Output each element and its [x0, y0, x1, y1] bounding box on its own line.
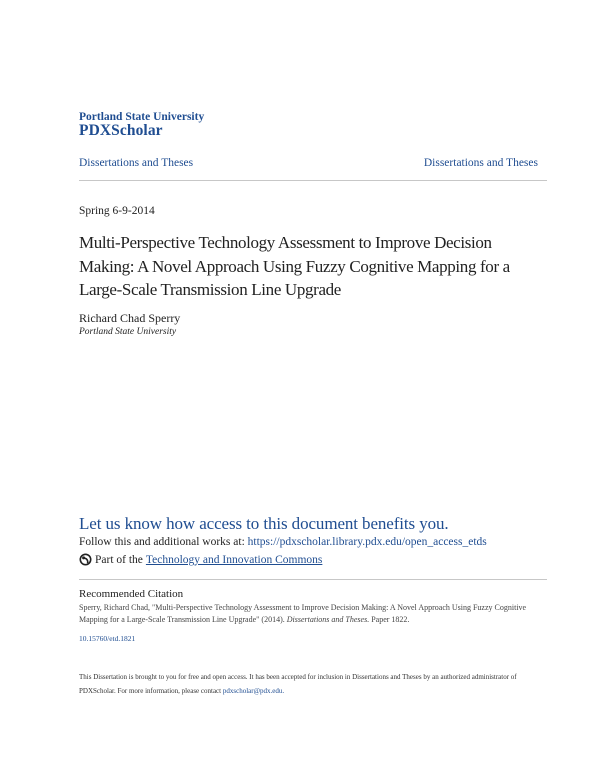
divider-top [79, 180, 547, 181]
discipline-link[interactable]: Technology and Innovation Commons [145, 553, 323, 566]
notice-text: This Dissertation is brought to you for free and open access. It has been accepted for inclusion in Dissertations and Theses by an authorized administrator of PDXScholar. For more information, please contact [79, 673, 517, 695]
divider-bottom [79, 579, 547, 580]
citation-text [79, 602, 531, 626]
part-of-line [79, 553, 322, 566]
follow-line [79, 536, 487, 548]
university-name: Portland State University [79, 111, 205, 123]
follow-prefix: Follow this and additional works at: [79, 536, 245, 548]
citation-paper: Paper 1822. [371, 615, 410, 624]
publication-date: Spring 6-9-2014 [79, 205, 155, 217]
citation-series: Dissertations and Theses. [286, 615, 370, 624]
collection-link-right[interactable]: Dissertations and Theses [423, 157, 538, 169]
access-benefits-link[interactable]: Let us know how access to this document benefits you. [79, 514, 449, 533]
repository-name[interactable]: PDXScholar [79, 122, 163, 139]
access-notice [79, 670, 539, 698]
author-affiliation: Portland State University [79, 327, 177, 337]
author-name: Richard Chad Sperry [79, 311, 181, 325]
citation-main: Sperry, Richard Chad, "Multi-Perspective Technology Assessment to Improve Decision Making: A Novel Approach Using Fuzzy Cognitive Mapping for a Large-Scale Transmission Line Upgrade" (2014). [79, 603, 527, 624]
doi-link[interactable]: 10.15760/etd.1821 [79, 634, 136, 643]
bepress-network-icon [79, 553, 92, 566]
collection-link-left[interactable]: Dissertations and Theses [79, 157, 194, 169]
part-of-prefix: Part of the [95, 553, 143, 566]
contact-email-link[interactable]: pdxscholar@pdx.edu. [222, 687, 285, 695]
document-title: Multi-Perspective Technology Assessment to Improve Decision Making: A Novel Approach Using Fuzzy Cognitive Mapping for a Large-Scale Transmission Line Upgrade [79, 233, 510, 300]
citation-heading: Recommended Citation [79, 588, 184, 600]
follow-url-link[interactable]: https://pdxscholar.library.pdx.edu/open_access_etds [247, 536, 487, 548]
